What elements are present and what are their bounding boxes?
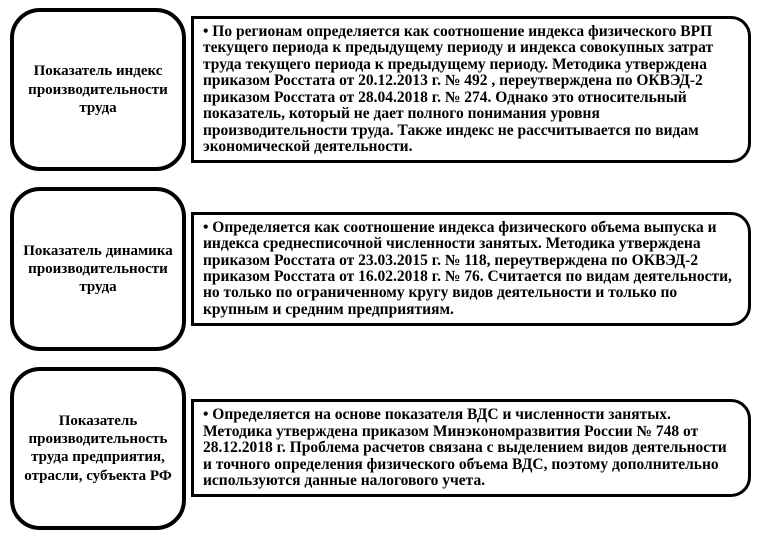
row-label-box [10, 8, 186, 171]
row-content-text: • Определяется как соотношение индекса физического объема выпуска и индекса среднесписочной численности занятых. Методика утверждена приказом Росстата от 23.03.2015 г. № 118, переутверждена по ОКВЭД-2 приказом Росстата от 16.02.2018 г. № 76. Считается по видам деятельности, но только по ограниченному кругу видов деятельности и только по крупным и средним предприятиям. [203, 218, 732, 318]
row-label: Показатель динамика производительности труда [23, 242, 173, 296]
row-label-box [10, 367, 186, 530]
row-content-box [191, 212, 751, 327]
row-content-box [191, 16, 751, 163]
row-label-box [10, 187, 186, 350]
diagram-row-dynamics-indicator [10, 187, 751, 350]
row-content-text: • Определяется на основе показателя ВДС и численности занятых. Методика утверждена приказом Минэкономразвития России № 748 от 28.12.2018 г. Проблема расчетов связана с выделением видов деятельности и точного определения физического объема ВДС, поэтому дополнительно используются данные налогового учета. [203, 406, 727, 489]
row-content-text: • По регионам определяется как соотношение индекса физического ВРП текущего периода к предыдущему периоду и индекса совокупных затрат труда текущего периода к предыдущему периоду. Методика утверждена приказом Росстата от 20.12.2013 г. № 492 , переутверждена по ОКВЭД-2 приказом Росстата от 28.04.2018 г. № 274. Однако это относительный показатель, который не дает полного понимания уровня производительности труда. Также индекс не рассчитывается по видам экономической деятельности. [203, 22, 714, 155]
row-content-box [191, 399, 751, 497]
row-label: Показатель индекс производительности труда [28, 63, 168, 116]
row-label: Показатель производительность труда предприятия, отрасли, субъекта РФ [24, 412, 172, 484]
diagram-row-enterprise-indicator [10, 367, 751, 530]
diagram-row-index-indicator [10, 8, 751, 171]
